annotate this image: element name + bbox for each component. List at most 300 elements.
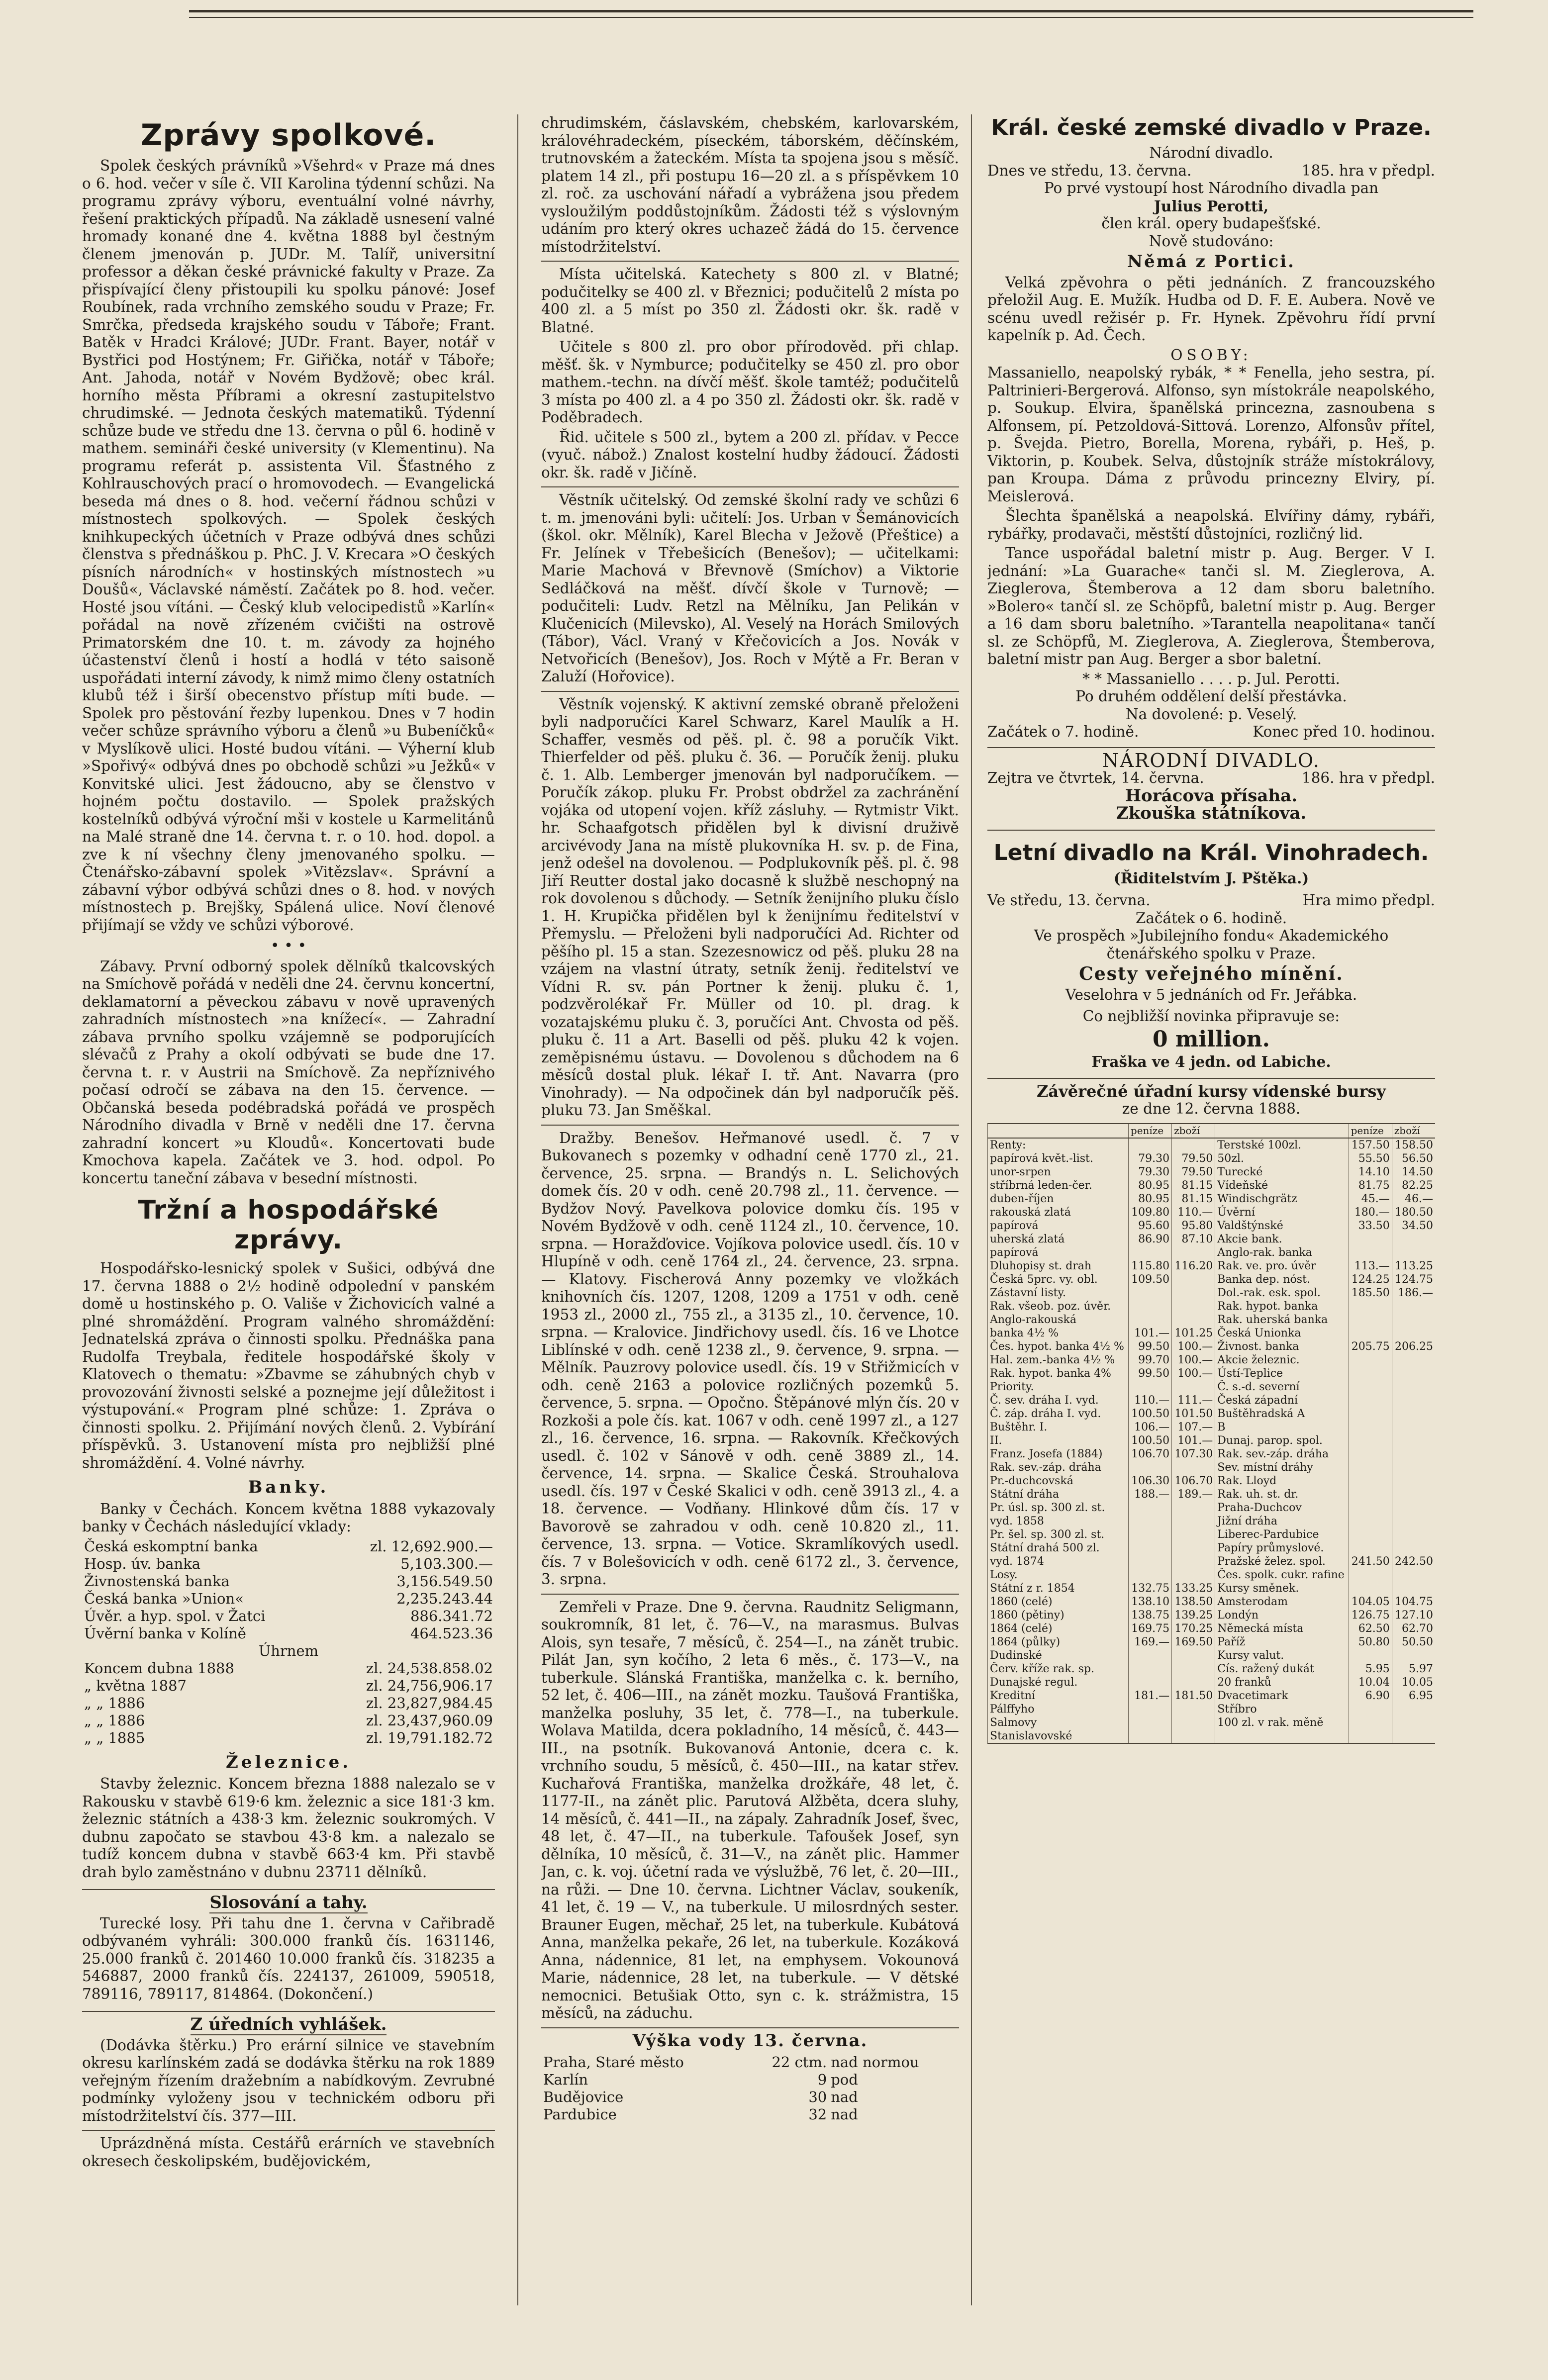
table-cell: 87.10 <box>1172 1233 1215 1246</box>
table-row <box>988 1313 1436 1327</box>
table-cell: 62.70 <box>1392 1622 1435 1635</box>
text-line: Po prvé vystoupí host Národního divadla pan <box>1044 180 1379 196</box>
table-cell: 139.25 <box>1172 1609 1215 1622</box>
table-cell <box>1349 1649 1392 1662</box>
table-cell <box>1392 1300 1435 1313</box>
table-cell: B <box>1215 1421 1349 1434</box>
table-cell <box>1392 1353 1435 1367</box>
table-cell <box>1128 1380 1171 1394</box>
table-row <box>988 1568 1436 1582</box>
table-cell <box>1172 1273 1215 1286</box>
table-cell: Hal. zem.-banka 4½ % <box>988 1353 1129 1367</box>
table-row <box>988 1676 1436 1689</box>
table-cell: 20 franků <box>1215 1676 1349 1689</box>
table-cell: 106.70 <box>1128 1447 1171 1461</box>
table-cell: Dluhopisy st. drah <box>988 1259 1129 1273</box>
text-line: Co nejbližší novinka připravuje se: <box>1082 1008 1340 1025</box>
top-rule-thin <box>189 17 1473 18</box>
table-cell: duben-říjen <box>988 1192 1129 1206</box>
table-cell: 46.— <box>1392 1192 1435 1206</box>
article-paragraph: Dražby. Benešov. Heřmanové usedl. č. 7 v Bukovanech s pozemky v odhadní ceně 1770 zl., 21. července, 25. srpna. — Brandýs n. L. Selichových domek čís. 20 v odh. ceně 20.798 zl., 11. července. — Bydžov Nový. Pavelkova polovice domku čís. 195 v Novém Bydžově v odh. ceně 1124 zl., 10. července, 10. srpna. — Horažďovice. Vojíkova polovice usedl. čís. 10 v Hlupíně v odh. ceně 1764 zl., 24. července, 23. srpna. — Klatovy. Fischerová Anny pozemky ve vložkách knihovních čís. 1207, 1208, 1209 a 1751 v odh. ceně 1953 zl., 2000 zl., 755 zl., a 3135 zl., 10. července, 10. srpna. — Kralovice. Jindřichovy usedl. čís. 16 ve Lhotce Liblínské v odh. ceně 1238 zl., 9. července, 9. srpna. — Mělník. Pauzrovy polovice usedl. čís. 19 v Střižmicích v odh. ceně 2163 a polovice rozličných pozemků 5. července, 5. srpna. — Opočno. Štěpánové mlýn čís. 20 v Rozkoši a pole čís. kat. 1067 v odh. ceně 1997 zl., a 127 zl., 16. července, 16. srpna. — Rakovník. Křečkových usedl. č. 102 v Sánově v odh. ceně 3889 zl., 14. července, 14. srpna. — Skalice Česká. Strouhalova usedl. čís. 197 v České Skalici v odh. ceně 3913 zl., 4. a 18. července. — Vodňany. Hlinkové dům čís. 17 v Bavorově se zahradou v odh. ceně 10.820 zl., 11. července, 13. srpna. — Votice. Skramlíkových usedl. čís. 7 v Bolešovicích v odh. ceně 6172 zl., 3. července, 3. srpna. <box>541 1125 959 1589</box>
table-cell: 86.90 <box>1128 1233 1171 1246</box>
table-cell <box>1172 1380 1215 1394</box>
table-cell <box>1392 1434 1435 1447</box>
subheading-voda: Výška vody 13. června. <box>541 2027 959 2050</box>
table-cell <box>1349 1501 1392 1515</box>
table-cell: Rak. hypot. banka 4% <box>988 1367 1129 1380</box>
article-paragraph: Spolek českých právníků »Všehrd« v Praze má dnes o 6. hod. večer v síle č. VII Karolina týdenní schůzi. Na programu zprávy výboru, eventuální volné návrhy, řešení praktických případů. Na základě usnesení valné hromady konané dne 4. května 1888 byl čestným členem jmenován p. JUDr. M. Talíř, universitní professor a děkan české právnické fakulty v Praze. Za přispívající členy přistoupili ku spolku pánové: Josef Roubínek, rada vrchního zemského soudu v Praze; Fr. Smrčka, předseda krajského soudu v Táboře; Frant. Batěk v Hradci Králové; JUDr. Frant. Bayer, notář v Bystřici pod Hostýnem; Fr. Giřička, notář v Táboře; Ant. Jahoda, notář v Novém Bydžově; obec král. horního města Příbrami a okresní zastupitelstvo chrudimské. — Jednota českých matematiků. Týdenní schůze bude ve středu dne 13. června o půl 6. hodině v mathem. semináři české university (v Klementinu). Na programu referát p. assistenta Vil. Šťastného z Kohlrauschových prací o hromovodech. — Evangelická beseda má dnes o 8. hod. večerní řádnou schůzi v místnostech spolkových. — Spolek českých knihkupeckých účetních v Praze odbývá dnes schůzi členstva s přednáškou p. PhC. J. V. Krecara »O českých písních národních« v hostinských místnostech »u Doušů«, Václavské náměstí. Začátek po 8. hod. večer. Hosté jsou vítáni. — Český klub velocipedistů »Karlín« pořádal na nově zřízeném cvičišti na ostrově Primatorském dne 10. t. m. závody za hojného účastenství členů i hostí a hodlá v této saisoně uspořádati interní závody, k nimž mimo členy ostatních klubů též i širší obecenstvo přístup míti bude. — Spolek pro pěstování řezby lupenkou. Dnes v 7 hodin večer schůze správního výboru a členů »u Bubeníčků« v Myslíkově ulici. Hosté budou vítáni. — Výherní klub »Spořivý« odbývá dnes po obchodě schůzi »u Ježků« v Konvitské ulici. Jest žádoucno, aby se členstvo v hojném počtu dostavilo. — Spolek pražských kostelníků odbývá výroční mši v kostele u Karmelitánů na Malé straně dne 14. června t. r. o 10. hod. dopol. a zve k ní všechny členy jmenovaného spolku. — Čtenářsko-zábavní spolek »Vitězslav«. Správní a zábavní výbor odbývá schůzi dnes o 8. hod. v nových místnostech p. Brejšky, Spálená ulice. Noví členové přijímají se vždy ve schůzi výborové. <box>82 157 495 934</box>
table-row <box>988 1233 1436 1246</box>
table-row: Živnostenská banka 3,156.549.50 <box>84 1572 493 1590</box>
table-cell <box>1172 1515 1215 1528</box>
table-cell: Červ. kříže rak. sp. <box>988 1662 1129 1676</box>
table-cell: Rak. uh. st. dr. <box>1215 1488 1349 1501</box>
table-row: Koncem dubna 1888 zl. 24,538.858.02 <box>84 1659 493 1677</box>
table-cell: Losy. <box>988 1568 1129 1582</box>
column-divider <box>971 114 972 2305</box>
column-right <box>987 114 1435 2305</box>
table-cell: Státní dráha <box>988 1488 1129 1501</box>
table-row <box>988 1501 1436 1515</box>
table-cell: 79.50 <box>1172 1152 1215 1165</box>
table-cell <box>1128 1246 1171 1259</box>
article-paragraph: Věstník učitelský. Od zemské školní rady ve schůzi 6 t. m. jmenováni byli: učitelí: Jos. Urban v Šemánovicích (škol. okr. Mělník), Karel Blecha v Ježově (Přeštice) a Fr. Jelínek v Třebešicích (Benešov); — učitelkami: Marie Machová v Břevnově (Smíchov) a Viktorie Sedláčková na měšť. dívčí škole v Turnově; — podučiteli: Ludv. Retzl na Mělníku, Jan Pelikán v Klučenicích (Milevsko), Al. Veselý na Horách Smilových (Tábor), Václ. Vraný v Křečovicích a Jos. Novák v Netvořicích (Benešov), Jos. Roch v Mýtě a Fr. Beran v Zaluží (Hořovice). <box>541 486 959 686</box>
table-cell: 181.50 <box>1172 1689 1215 1703</box>
column-left <box>82 114 495 2305</box>
table-row <box>988 1165 1436 1179</box>
article-paragraph: (Dodávka štěrku.) Pro erární silnice ve stavebním okresu karlínském zadá se dodávka štěrku na rok 1889 veřejným řízením dražebním a nabídkovým. Zevrubné podmínky vyloženy jsou v technickém odboru při místodržitelství čís. 377—III. <box>82 2036 495 2124</box>
table-cell: 33.50 <box>1349 1219 1392 1233</box>
date-line: Ve středu, 13. června. Hra mimo předpl. <box>987 892 1435 909</box>
table-cell <box>1128 1649 1171 1662</box>
table-cell: 80.95 <box>1128 1192 1171 1206</box>
table-cell <box>1392 1474 1435 1488</box>
play-title: Cesty veřejného mínění. <box>1079 963 1344 984</box>
table-row: Karlín 9 pod <box>543 2071 858 2088</box>
table-cell <box>1392 1407 1435 1421</box>
play-title: Zkouška státníkova. <box>1116 803 1307 823</box>
table-cell: 100.— <box>1172 1367 1215 1380</box>
table-row: Úhrnem <box>258 1642 319 1659</box>
table-cell: 113.25 <box>1392 1259 1435 1273</box>
text-line: Začátek o 6. hodině. <box>1135 909 1287 927</box>
table-cell <box>1349 1461 1392 1474</box>
table-cell: 100 zl. v rak. měně <box>1215 1716 1349 1729</box>
table-cell: 6.90 <box>1349 1689 1392 1703</box>
table-cell: Kursy směnek. <box>1215 1582 1349 1595</box>
subheading-slosovani: Slosování a tahy. <box>82 1889 495 1912</box>
table-cell: 127.10 <box>1392 1609 1435 1622</box>
table-cell: Paříž <box>1215 1635 1349 1649</box>
table-row <box>988 1259 1436 1273</box>
table-cell <box>1392 1501 1435 1515</box>
table-row <box>988 1206 1436 1219</box>
table-cell <box>1349 1367 1392 1380</box>
table-row <box>988 1662 1436 1676</box>
table-row: Budějovice 30 nad <box>543 2089 858 2105</box>
table-cell: Č. sev. dráha I. vyd. <box>988 1394 1129 1407</box>
table-row <box>988 1635 1436 1649</box>
table-cell <box>1349 1407 1392 1421</box>
text-line: Fraška ve 4 jedn. od Labiche. <box>1091 1053 1331 1070</box>
table-cell <box>1392 1541 1435 1555</box>
table-cell <box>1215 1729 1349 1743</box>
text-line: Na dovolené: p. Veselý. <box>1125 705 1297 723</box>
table-cell: Salmovy <box>988 1716 1129 1729</box>
article-paragraph: Banky v Čechách. Koncem května 1888 vykazovaly banky v Čechách následující vklady: <box>82 1500 495 1535</box>
theatre-heading: Letní divadlo na Král. Vinohradech. <box>987 830 1435 866</box>
table-row <box>988 1192 1436 1206</box>
table-cell: Rak. ve. pro. úvěr <box>1215 1259 1349 1273</box>
table-cell <box>1349 1474 1392 1488</box>
table-cell: Česká 5prc. vy. obl. <box>988 1273 1129 1286</box>
table-cell <box>1128 1676 1171 1689</box>
table-cell: 50.80 <box>1349 1635 1392 1649</box>
table-cell: 180.— <box>1349 1206 1392 1219</box>
table-cell: 99.70 <box>1128 1353 1171 1367</box>
table-cell: Čes. hypot. banka 4½ % <box>988 1340 1129 1353</box>
top-rule <box>189 10 1473 12</box>
table-cell: 62.50 <box>1349 1622 1392 1635</box>
table-cell: papírová <box>988 1219 1129 1233</box>
table-cell: Sev. místní dráhy <box>1215 1461 1349 1474</box>
table-cell <box>1392 1380 1435 1394</box>
table-row <box>988 1729 1436 1743</box>
article-paragraph: Tance uspořádal baletní mistr p. Aug. Berger. V I. jednání: »La Guarache« tanči sl. M. Zieglerova, A. Zieglerova, Štemberova a 12 dam sboru baletního. »Bolero« tančí sl. ze Schöpfů, baletní mistr p. Aug. Berger a 16 dam sboru baletního. »Tarantella neapolitana« tančí sl. ze Schöpfů, M. Zieglerova, A. Zieglerova, Štemberova, baletní mistr pan Aug. Berger a sbor baletní. <box>987 545 1435 667</box>
table-cell: 81.15 <box>1172 1179 1215 1192</box>
table-cell: Jižní dráha <box>1215 1515 1349 1528</box>
table-cell: 5.95 <box>1349 1662 1392 1676</box>
table-cell <box>1392 1367 1435 1380</box>
table-cell: 50.50 <box>1392 1635 1435 1649</box>
ornament: • • • <box>270 937 307 954</box>
table-cell: 124.25 <box>1349 1273 1392 1286</box>
table-cell: Státní z r. 1854 <box>988 1582 1129 1595</box>
table-cell: 205.75 <box>1349 1340 1392 1353</box>
table-cell: 110.— <box>1128 1394 1171 1407</box>
section-heading-trzni: Tržní a hospodářské zprávy. <box>138 1195 439 1255</box>
table-cell: Úvěrní <box>1215 1206 1349 1219</box>
table-cell <box>1349 1447 1392 1461</box>
table-cell: 107.— <box>1172 1421 1215 1434</box>
table-cell <box>1172 1300 1215 1313</box>
table-cell <box>1172 1568 1215 1582</box>
table-cell: banka 4½ % <box>988 1327 1129 1340</box>
table-cell <box>1349 1394 1392 1407</box>
table-cell: Anglo-rakouská <box>988 1313 1129 1327</box>
table-cell: 126.75 <box>1349 1609 1392 1622</box>
table-cell: Dunaj. parop. spol. <box>1215 1434 1349 1447</box>
table-cell: 170.25 <box>1172 1622 1215 1635</box>
table-cell: 186.— <box>1392 1286 1435 1300</box>
voda-table <box>541 2054 959 2123</box>
table-cell: 107.30 <box>1172 1447 1215 1461</box>
table-cell <box>1349 1541 1392 1555</box>
table-cell: II. <box>988 1434 1129 1447</box>
table-cell: Rak. sev.-záp. dráha <box>988 1461 1129 1474</box>
table-cell <box>1172 1138 1215 1152</box>
table-cell: Windischgrätz <box>1215 1192 1349 1206</box>
table-cell: Rak. Lloyd <box>1215 1474 1349 1488</box>
table-cell: 100.— <box>1172 1353 1215 1367</box>
table-header-row: peníze zboží peníze zboží <box>988 1124 1436 1138</box>
table-cell: 185.50 <box>1349 1286 1392 1300</box>
table-cell: Vídeňské <box>1215 1179 1349 1192</box>
subheading-zeleznice: Železnice. <box>225 1752 352 1772</box>
table-cell: Státní drahá 500 zl. <box>988 1541 1129 1555</box>
table-cell: Česká západní <box>1215 1394 1349 1407</box>
table-row <box>988 1447 1436 1461</box>
table-cell: 99.50 <box>1128 1340 1171 1353</box>
table-cell: 106.30 <box>1128 1474 1171 1488</box>
article-paragraph: Řid. učitele s 500 zl., bytem a 200 zl. přídav. v Pecce (vyuč. nábož.) Znalost kostelní hudby žádoucí. Žádosti okr. šk. radě v Jičíně. <box>541 428 959 481</box>
table-cell <box>1392 1716 1435 1729</box>
table-cell <box>1128 1286 1171 1300</box>
table-cell: 169.75 <box>1128 1622 1171 1635</box>
article-paragraph: Uprázdněná místa. Cestářů erárních ve stavebních okresech českolipském, budějovickém, <box>82 2130 495 2170</box>
table-cell <box>1128 1501 1171 1515</box>
table-row <box>988 1582 1436 1595</box>
table-cell: Rak. hypot. banka <box>1215 1300 1349 1313</box>
kurs-heading: Závěrečné úřadní kursy vídenské bursy <box>987 1078 1435 1101</box>
table-cell: Dvacetimark <box>1215 1689 1349 1703</box>
table-cell <box>1392 1447 1435 1461</box>
table-cell <box>1172 1676 1215 1689</box>
table-cell <box>1349 1327 1392 1340</box>
table-cell <box>1349 1246 1392 1259</box>
table-cell <box>1392 1233 1435 1246</box>
table-cell: Dunajské regul. <box>988 1676 1129 1689</box>
table-cell <box>1349 1582 1392 1595</box>
table-cell: papírová <box>988 1246 1129 1259</box>
table-cell: 1860 (pětiny) <box>988 1609 1129 1622</box>
text-line: * * Massaniello . . . . p. Jul. Perotti. <box>1082 670 1340 687</box>
table-cell: 95.60 <box>1128 1219 1171 1233</box>
table-cell: vyd. 1858 <box>988 1515 1129 1528</box>
table-row <box>988 1461 1436 1474</box>
table-cell: Amsterodam <box>1215 1595 1349 1609</box>
date-line: Dnes ve středu, 13. června. 185. hra v předpl. <box>987 162 1435 179</box>
table-row: „ „ 1886 zl. 23,437,960.09 <box>84 1712 493 1729</box>
text-line: Po druhém oddělení delší přestávka. <box>1075 688 1347 705</box>
table-cell: 100.50 <box>1128 1407 1171 1421</box>
table-cell: 80.95 <box>1128 1179 1171 1192</box>
table-row <box>988 1595 1436 1609</box>
table-row <box>988 1300 1436 1313</box>
table-row: „ „ 1885 zl. 19,791.182.72 <box>84 1729 493 1746</box>
kurs-table <box>987 1123 1435 1744</box>
table-cell <box>1172 1528 1215 1541</box>
table-row <box>988 1380 1436 1394</box>
table-cell: 133.25 <box>1172 1582 1215 1595</box>
time-line: Začátek o 7. hodině. Konec před 10. hodinou. <box>987 723 1435 740</box>
table-cell: Pr.-duchcovská <box>988 1474 1129 1488</box>
table-cell <box>1392 1394 1435 1407</box>
table-row <box>988 1609 1436 1622</box>
table-cell: 99.50 <box>1128 1367 1171 1380</box>
table-row <box>988 1353 1436 1367</box>
table-cell: Pr. šel. sp. 300 zl. st. <box>988 1528 1129 1541</box>
table-cell: 50zl. <box>1215 1152 1349 1165</box>
text-line: Veselohra v 5 jednáních od Fr. Jeřábka. <box>1065 986 1357 1003</box>
table-row: Česká banka »Union« 2,235.243.44 <box>84 1590 493 1607</box>
table-cell <box>1349 1488 1392 1501</box>
table-cell: Akcie železnic. <box>1215 1353 1349 1367</box>
table-cell: 81.75 <box>1349 1179 1392 1192</box>
table-cell: Stanislavovské <box>988 1729 1129 1743</box>
table-cell <box>1128 1568 1171 1582</box>
table-cell: 241.50 <box>1349 1555 1392 1568</box>
table-row <box>988 1541 1436 1555</box>
table-cell <box>1349 1353 1392 1367</box>
article-paragraph: Velká zpěvohra o pěti jednáních. Z francouzského přeložil Aug. E. Mužík. Hudba od D. F. E. Aubera. Nově ve scénu uvedl režisér p. Fr. Hynek. Zpěvohru řídí první kapelník p. Ad. Čech. <box>987 274 1435 344</box>
table-cell: Buštěhradská A <box>1215 1407 1349 1421</box>
theatre-heading: Král. české zemské divadlo v Praze. <box>991 115 1432 140</box>
table-row <box>988 1434 1436 1447</box>
table-cell <box>1349 1434 1392 1447</box>
table-cell: Čes. spolk. cukr. rafine <box>1215 1568 1349 1582</box>
table-cell <box>1349 1300 1392 1313</box>
table-cell <box>1172 1541 1215 1555</box>
table-cell: 181.— <box>1128 1689 1171 1703</box>
table-cell: Živnost. banka <box>1215 1340 1349 1353</box>
table-cell <box>1172 1649 1215 1662</box>
table-cell: Turecké <box>1215 1165 1349 1179</box>
table-row <box>988 1152 1436 1165</box>
table-cell: 138.75 <box>1128 1609 1171 1622</box>
table-cell <box>1172 1501 1215 1515</box>
table-row <box>988 1421 1436 1434</box>
banky-table <box>82 1538 495 1747</box>
table-cell <box>1172 1729 1215 1743</box>
article-paragraph: Učitele s 800 zl. pro obor přírodověd. při chlap. měšť. šk. v Nymburce; podučitelky se 450 zl. pro obor mathem.-techn. na dívčí měšť. škole tamtéž; podučitelů 3 místa po 400 zl. a 4 po 350 zl. Žádosti okr. šk. radě v Poděbradech. <box>541 338 959 426</box>
table-cell: 111.— <box>1172 1394 1215 1407</box>
table-cell <box>1172 1555 1215 1568</box>
table-cell: Terstské 100zl. <box>1215 1138 1349 1152</box>
table-cell: 242.50 <box>1392 1555 1435 1568</box>
table-row <box>988 1394 1436 1407</box>
table-cell <box>1128 1716 1171 1729</box>
table-cell: Dol.-rak. esk. spol. <box>1215 1286 1349 1300</box>
table-cell: Ústí-Teplice <box>1215 1367 1349 1380</box>
table-cell: Valdštýnské <box>1215 1219 1349 1233</box>
article-paragraph: Ve prospěch »Jubilejního fondu« Akademického čtenářského spolku v Praze. <box>1034 927 1389 962</box>
table-cell: 79.30 <box>1128 1152 1171 1165</box>
table-cell: 110.— <box>1172 1206 1215 1219</box>
text-line: Nově studováno: <box>1149 232 1274 250</box>
table-cell <box>1392 1488 1435 1501</box>
table-row: Hosp. úv. banka 5,103.300.— <box>84 1555 493 1572</box>
table-cell <box>1392 1327 1435 1340</box>
table-cell <box>1392 1649 1435 1662</box>
table-cell <box>1172 1246 1215 1259</box>
table-cell <box>1128 1515 1171 1528</box>
table-cell: Stříbro <box>1215 1703 1349 1716</box>
table-row <box>988 1474 1436 1488</box>
table-cell <box>1392 1421 1435 1434</box>
table-row <box>988 1488 1436 1501</box>
table-row <box>988 1273 1436 1286</box>
table-row <box>988 1138 1436 1152</box>
theatre-heading: NÁRODNÍ DIVADLO. <box>987 747 1435 770</box>
table-cell: Německá místa <box>1215 1622 1349 1635</box>
table-cell: vyd. 1874 <box>988 1555 1129 1568</box>
table-cell: 1864 (celé) <box>988 1622 1129 1635</box>
table-cell: 10.05 <box>1392 1676 1435 1689</box>
table-cell: stříbrná leden-čer. <box>988 1179 1129 1192</box>
table-cell: Franz. Josefa (1884) <box>988 1447 1129 1461</box>
column-middle <box>541 114 959 2305</box>
table-cell: Cís. ražený dukát <box>1215 1662 1349 1676</box>
table-cell: uherská zlatá <box>988 1233 1129 1246</box>
table-cell: Anglo-rak. banka <box>1215 1246 1349 1259</box>
table-cell: 1860 (celé) <box>988 1595 1129 1609</box>
table-cell: 109.80 <box>1128 1206 1171 1219</box>
table-cell <box>1172 1703 1215 1716</box>
table-cell <box>1392 1515 1435 1528</box>
table-row <box>988 1555 1436 1568</box>
table-cell: 14.50 <box>1392 1165 1435 1179</box>
table-cell: Papíry průmyslové. <box>1215 1541 1349 1555</box>
table-cell: 34.50 <box>1392 1219 1435 1233</box>
article-paragraph: Hospodářsko-lesnický spolek v Sušici, odbývá dne 17. června 1888 o 2½ hodině odpolední v panském domě u hostinského p. O. Vališe v Žichovicích valné a plné shromáždění. Program valného shromáždění: Jednatelská zpráva o činnosti spolku. Přednáška pana Rudolfa Treybala, ředitele hospodářské školy v Klatovech o thematu: »Zbavme se záhubných chyb v provozování živnosti selské a poznejme její důležitost i výstupování.« Program plné schůze: 1. Zpráva o činnosti spolku. 2. Přijímání nových členů. 2. Vybírání příspěvků. 3. Ustanovení místa pro nejbližší plné shromáždění. 4. Volné návrhy. <box>82 1260 495 1471</box>
table-cell: 101.— <box>1172 1434 1215 1447</box>
table-cell <box>1128 1729 1171 1743</box>
table-cell <box>1128 1138 1171 1152</box>
table-cell: 101.— <box>1128 1327 1171 1340</box>
article-paragraph: Šlechta španělská a neapolská. Elvířiny dámy, rybáři, rybářky, prodavači, městští důstojníci, rozličný lid. <box>987 507 1435 542</box>
table-cell: Rak. sev.-záp. dráha <box>1215 1447 1349 1461</box>
table-cell: 106.— <box>1128 1421 1171 1434</box>
table-row <box>988 1622 1436 1635</box>
table-cell: Česká Unionka <box>1215 1327 1349 1340</box>
table-row: Česká eskomptní banka zl. 12,692.900.— <box>84 1537 493 1555</box>
date-line: Zejtra ve čtvrtek, 14. června. 186. hra v předpl. <box>987 769 1435 786</box>
table-cell <box>1349 1528 1392 1541</box>
article-paragraph: chrudimském, čáslavském, chebském, karlovarském, královéhradeckém, píseckém, táborském, děčínském, trutnovském a žateckém. Místa ta spojena jsou s měsíč. platem 14 zl., při postupu 16—20 zl. a s příspěvkem 10 zl. roč. za uschování nářadí a vybrážena jsou předem vysloužilým poddůstojníkům. Žádosti též s výslovným udáním pro který okres uchazeč žádá do 15. července místodržitelství. <box>541 114 959 255</box>
table-cell <box>1392 1582 1435 1595</box>
table-row: Praha, Staré město 22 ctm. nad normou <box>543 2054 919 2071</box>
table-cell: Kreditní <box>988 1689 1129 1703</box>
table-cell: 157.50 <box>1349 1138 1392 1152</box>
table-cell: 104.75 <box>1392 1595 1435 1609</box>
table-cell: 1864 (půlky) <box>988 1635 1129 1649</box>
table-cell: Zástavní listy. <box>988 1286 1129 1300</box>
table-cell <box>1128 1461 1171 1474</box>
table-cell: Londýn <box>1215 1609 1349 1622</box>
table-row <box>988 1286 1436 1300</box>
table-cell: unor-srpen <box>988 1165 1129 1179</box>
table-cell: 206.25 <box>1392 1340 1435 1353</box>
table-cell: 55.50 <box>1349 1152 1392 1165</box>
table-cell <box>1172 1716 1215 1729</box>
table-cell: 124.75 <box>1392 1273 1435 1286</box>
table-row <box>988 1703 1436 1716</box>
theatre-subheading: Národní divadlo. <box>1149 144 1273 161</box>
table-cell <box>1172 1286 1215 1300</box>
table-row <box>988 1340 1436 1353</box>
table-cell <box>1392 1246 1435 1259</box>
table-cell <box>1392 1313 1435 1327</box>
table-cell: 180.50 <box>1392 1206 1435 1219</box>
table-cell <box>1128 1541 1171 1555</box>
table-cell <box>1349 1515 1392 1528</box>
table-cell <box>1349 1233 1392 1246</box>
table-cell <box>1349 1313 1392 1327</box>
article-paragraph: Turecké losy. Při tahu dne 1. června v Cařibradě odbývaném vyhráli: 300.000 franků čís. 1631146, 25.000 franků č. 201460 10.000 franků čís. 318235 a 546887, 2000 franků čís. 224137, 261009, 590518, 789116, 789117, 814864. (Dokončení.) <box>82 1914 495 2002</box>
table-cell <box>1392 1703 1435 1716</box>
table-cell: 10.04 <box>1349 1676 1392 1689</box>
